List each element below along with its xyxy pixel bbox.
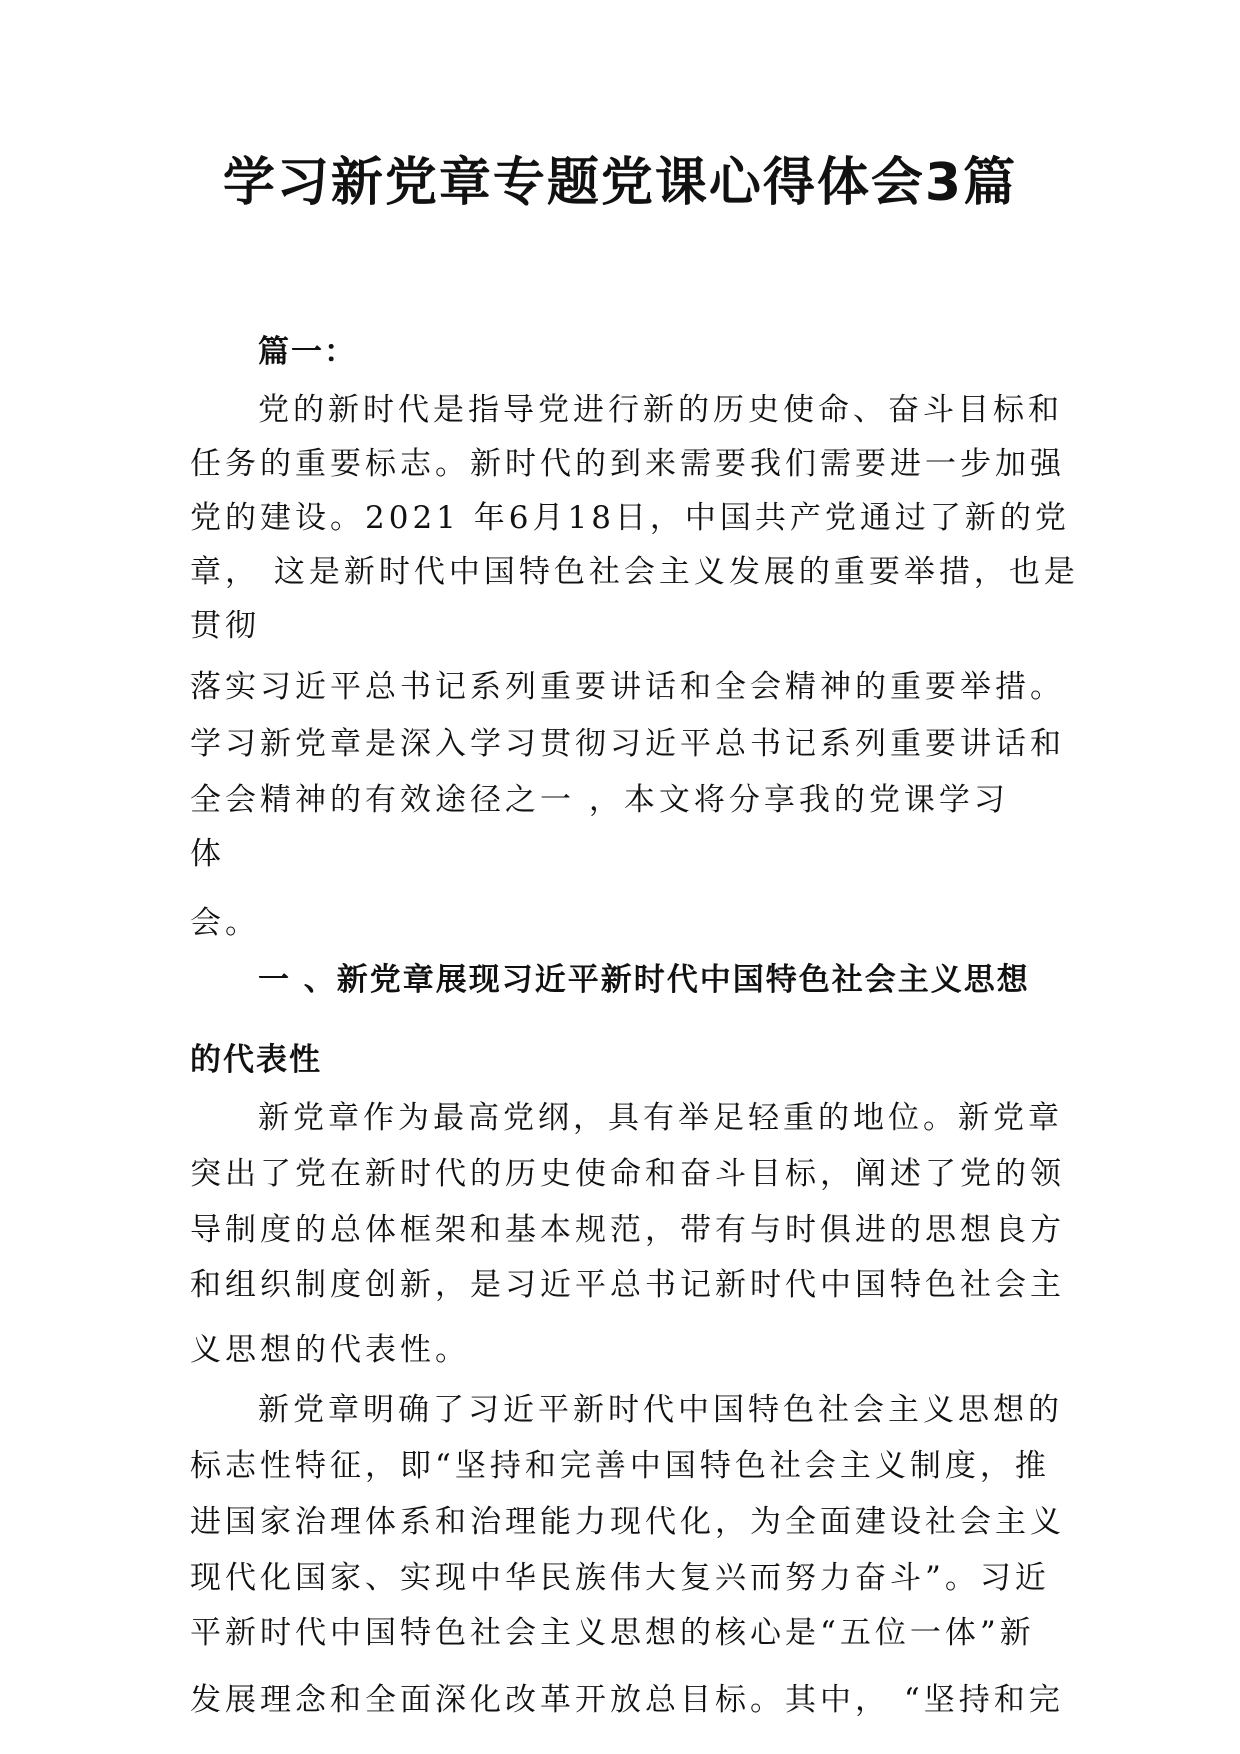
paragraph-line: 学习新党章是深入学习贯彻习近平总书记系列重要讲话和	[190, 726, 1065, 762]
section-label: 篇一：	[258, 334, 357, 370]
paragraph-line: 章， 这是新时代中国特色社会主义发展的重要举措，也是	[190, 554, 1079, 590]
paragraph-line: 任务的重要标志。新时代的到来需要我们需要进一步加强	[190, 446, 1065, 482]
paragraph-line: 会。	[190, 905, 260, 941]
paragraph-line: 平新时代中国特色社会主义思想的核心是“五位一体”新	[190, 1615, 1035, 1651]
paragraph-line: 落实习近平总书记系列重要讲话和全会精神的重要举措。	[190, 669, 1065, 705]
paragraph-line: 贯彻	[190, 608, 260, 644]
paragraph-line: 现代化国家、实现中华民族伟大复兴而努力奋斗”。习近	[190, 1560, 1050, 1596]
section-heading: 的代表性	[190, 1042, 322, 1078]
paragraph-line: 党的新时代是指导党进行新的历史使命、奋斗目标和	[258, 392, 1063, 428]
paragraph-line: 党的建设。2021 年6月18日，中国共产党通过了新的党	[190, 500, 1070, 536]
paragraph-line: 全会精神的有效途径之一 ，本文将分享我的党课学习	[190, 782, 1009, 818]
document-title: 学习新党章专题党课心得体会3篇	[222, 153, 1018, 213]
paragraph-line: 发展理念和全面深化改革开放总目标。其中， “坚持和完	[190, 1682, 1064, 1718]
paragraph-line: 新党章明确了习近平新时代中国特色社会主义思想的	[258, 1392, 1063, 1428]
paragraph-line: 体	[190, 836, 225, 872]
paragraph-line: 义思想的代表性。	[190, 1332, 470, 1368]
paragraph-line: 进国家治理体系和治理能力现代化，为全面建设社会主义	[190, 1504, 1065, 1540]
paragraph-line: 导制度的总体框架和基本规范，带有与时俱进的思想良方	[190, 1212, 1065, 1248]
paragraph-line: 和组织制度创新，是习近平总书记新时代中国特色社会主	[190, 1267, 1065, 1303]
paragraph-line: 新党章作为最高党纲，具有举足轻重的地位。新党章	[258, 1100, 1063, 1136]
paragraph-line: 标志性特征，即“坚持和完善中国特色社会主义制度，推	[190, 1448, 1050, 1484]
section-heading: 一 、新党章展现习近平新时代中国特色社会主义思想	[258, 962, 1030, 998]
paragraph-line: 突出了党在新时代的历史使命和奋斗目标，阐述了党的领	[190, 1156, 1065, 1192]
